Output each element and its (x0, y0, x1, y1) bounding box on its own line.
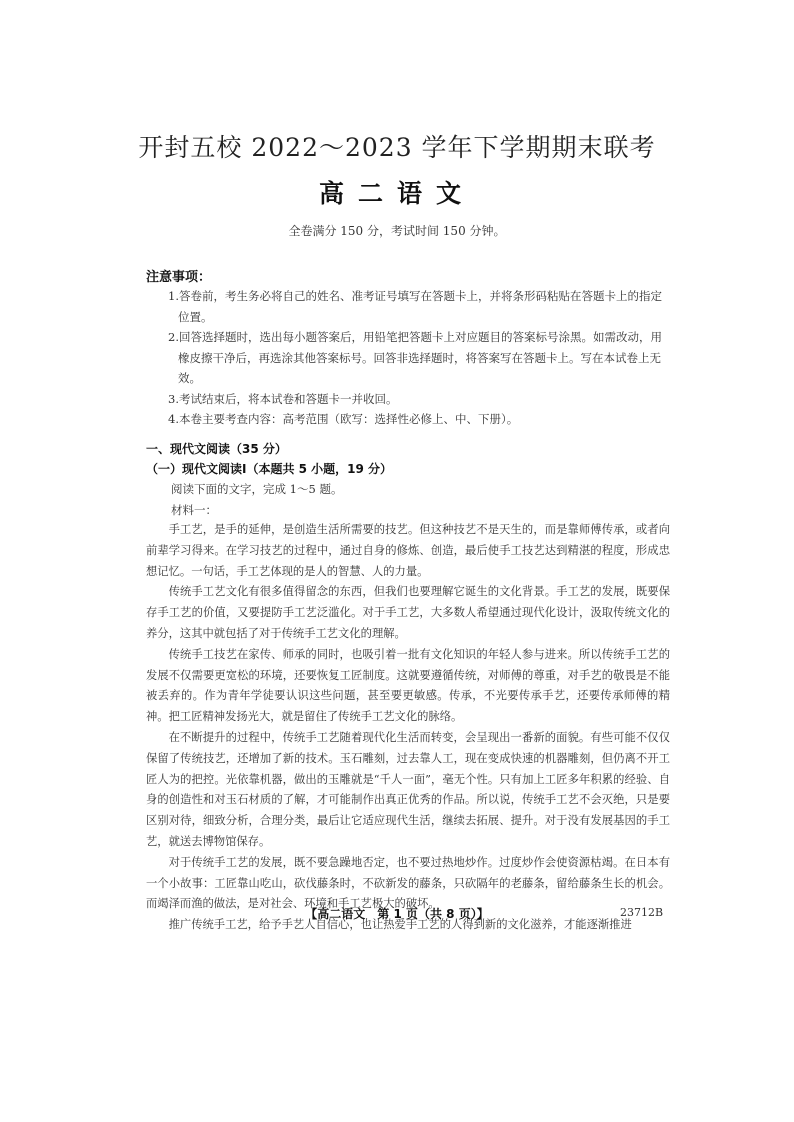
notes-list (168, 286, 668, 430)
passage-paragraph: 推广传统手工艺，给予手艺人自信心，也让热爱手工艺的人得到新的文化滋养，才能逐渐推进 (168, 918, 632, 932)
passage-paragraph: 在不断提升的过程中，传统手工艺随着现代化生活而转变，会呈现出一番新的面貌。有些可能不仅仅保留了传统技艺，还增加了新的技术。玉石雕刻，过去靠人工，现在变成快速的机器雕刻，但仍离不开工匠人为的把控。光依靠机器，做出的玉雕就是“千人一面”，毫无个性。只有加上工匠多年积累的经验、自身的创造性和对玉石材质的了解，才可能制作出真正优秀的作品。所以说，传统手工艺不会灭绝，只是要区别对待，细致分析，合理分类，最后让它适应现代生活，继续去拓展、提升。对于没有发展基因的手工艺，就送去博物馆保存。 (146, 730, 670, 848)
page-footer: 【高二语文 第 1 页（共 8 页）】 (305, 907, 489, 921)
score-info: 全卷满分 150 分，考试时间 150 分钟。 (288, 224, 506, 238)
paper-code: 23712B (620, 906, 664, 919)
passage-paragraph: 对于传统手工艺的发展，既不要急躁地否定，也不要过热地炒作。过度炒作会使资源枯竭。在日本有一个小故事：工匠靠山吃山，砍伐藤条时，不砍新发的藤条，只砍隔年的老藤条，留给藤条生长的机会。而竭泽而渔的做法，是对社会、环境和手工艺极大的破坏。 (146, 855, 670, 911)
passage-paragraph: 传统手工技艺在家传、师承的同时，也吸引着一批有文化知识的年轻人参与进来。所以传统手工艺的发展不仅需要更宽松的环境，还要恢复工匠制度。这就要遵循传统，对师傅的尊重，对手艺的敬畏是不能被丢弃的。作为青年学徒要认识这些问题，甚至要更敏感。传承，不光要传承手艺，还要传承师傅的精神。把工匠精神发扬光大，就是留住了传统手工艺文化的脉络。 (146, 647, 670, 724)
note-item-1: 1.答卷前，考生务必将自己的姓名、准考证号填写在答题卡上，并将条形码粘贴在答题卡上的指定位置。 (168, 289, 662, 324)
note-item-4: 4.本卷主要考查内容：高考范围（欧写：选择性必修上、中、下册）。 (168, 412, 519, 426)
section-heading: 一、现代文阅读（35 分） (146, 442, 287, 456)
reading-passage (146, 520, 670, 936)
note-item-3: 3.考试结束后，将本试卷和答题卡一并收回。 (168, 391, 398, 406)
subject-title: 高二语文 (318, 179, 475, 208)
passage-paragraph: 传统手工艺文化有很多值得留念的东西，但我们也要理解它诞生的文化背景。手工艺的发展，既要保存手工艺的价值，又要提防手工艺泛滥化。对于手工艺，大多数人希望通过现代化设计，汲取传统文化的养分，这其中就包括了对于传统手工艺文化的理解。 (146, 585, 670, 640)
note-item-2: 2.回答选择题时，选出每小题答案后，用铅笔把答题卡上对应题目的答案标号涂黑。如需改动，用橡皮擦干净后，再选涂其他答案标号。回答非选择题时，将答案写在答题卡上。写在本试卷上无效。 (168, 330, 662, 385)
subsection-heading: （一）现代文阅读Ⅰ（本题共 5 小题，19 分） (146, 462, 393, 476)
exam-title: 开封五校 2022～2023 学年下学期期末联考 (138, 133, 656, 162)
passage-paragraph: 手工艺，是手的延伸，是创造生活所需要的技艺。但这种技艺不是天生的，而是靠师傅传承，或者向前辈学习得来。在学习技艺的过程中，通过自身的修炼、创造，最后使手工技艺达到精湛的程度，形成忠想记忆。一句话，手工艺体现的是人的智慧、人的力量。 (146, 523, 670, 578)
notes-heading: 注意事项： (146, 270, 212, 285)
reading-instruction: 阅读下面的文字，完成 1～5 题。 (171, 482, 343, 496)
material-label: 材料一： (171, 503, 217, 517)
